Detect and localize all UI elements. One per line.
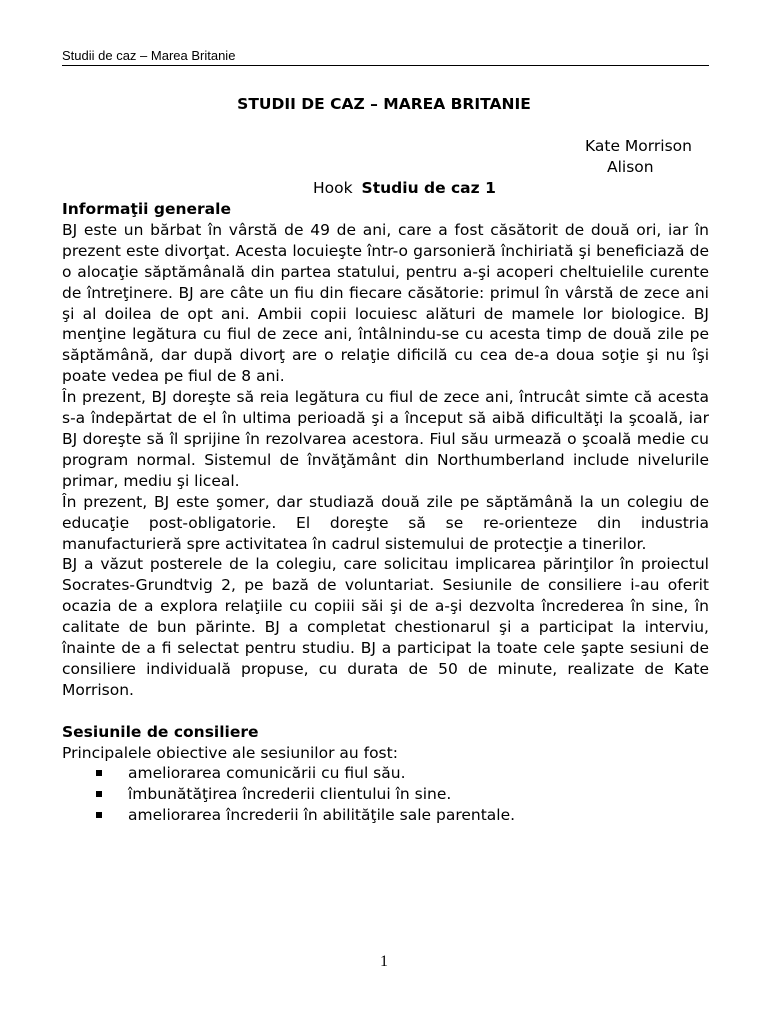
paragraph: În prezent, BJ este şomer, dar studiază două zile pe săptămână la un colegiu de educaţie post-obligatorie. El doreşte să se re-orienteze din industria manufacturieră spre activitatea în cadrul sistemului de protecţie a tinerilor. bbox=[62, 492, 709, 553]
section-heading: Sesiunile de consiliere bbox=[62, 722, 259, 741]
paragraph: BJ a văzut posterele de la colegiu, care solicitau implicarea părinţilor în proiectul Socrates-Grundtvig 2, pe bază de voluntariat. Sesiunile de consiliere i-au oferit ocazia de a explora relaţiile cu copiii săi şi de a-şi dezvolta încrederea în sine, în calitate de bun părinte. BJ a completat chestionarul şi a participat la interviu, înainte de a fi selectat pentru studiu. BJ a participat la toate cele şapte sesiuni de consiliere individuală propuse, cu durata de 50 de minute, realizate de Kate Morrison. bbox=[62, 555, 709, 699]
list-item bbox=[62, 763, 709, 784]
document-body bbox=[62, 199, 709, 826]
paragraph: În prezent, BJ doreşte să reia legătura cu fiul de zece ani, întrucât simte că acesta s-a îndepărtat de el în ultima perioadă şi a început să aibă dificultăţi la şcoală, iar BJ doreşte să îl sprijine în rezolvarea acestora. Fiul său urmează o şcoală medie cu program normal. Sistemul de învăţământ din Northumberland include nivelurile primar, mediu şi liceal. bbox=[62, 388, 709, 490]
document-title: STUDII DE CAZ – MAREA BRITANIE bbox=[237, 95, 531, 113]
author-name: Alison bbox=[607, 158, 654, 176]
paragraph: BJ este un bărbat în vârstă de 49 de ani, care a fost căsătorit de două ori, iar în prezent este divorţat. Acesta locuieşte într-o garsonieră închiriată şi beneficiază de o alocaţie săptămânală din partea statului, pentru a-şi acoperi cheltuielile curente de întreţinere. BJ are câte un fiu din fiecare căsătorie: primul în vârstă de zece ani şi al doilea de opt ani. Ambii copii locuiesc alături de mamele lor biologice. BJ menţine legătura cu fiul de zece ani, întâlnindu-se cu acesta timp de două zile pe săptămână, dar după divorţ are o relaţie dificilă cu cea de-a doua soţie şi nu îşi poate vedea pe fiul de 8 ani. bbox=[62, 220, 709, 386]
square-bullet-icon bbox=[96, 791, 102, 797]
square-bullet-icon bbox=[96, 770, 102, 776]
running-header: Studii de caz – Marea Britanie bbox=[62, 48, 709, 66]
list-item-text: îmbunătăţirea încrederii clientului în sine. bbox=[128, 785, 452, 804]
spacer bbox=[62, 701, 709, 722]
list-item-text: ameliorarea comunicării cu fiul său. bbox=[128, 764, 406, 783]
section-heading: Informaţii generale bbox=[62, 200, 231, 218]
objectives-list bbox=[62, 763, 709, 826]
square-bullet-icon bbox=[96, 812, 102, 818]
author-name: Kate Morrison bbox=[585, 137, 692, 155]
case-study-line bbox=[313, 178, 496, 198]
list-item bbox=[62, 784, 709, 805]
paragraph: Principalele obiective ale sesiunilor au fost: bbox=[62, 743, 398, 762]
page-number: 1 bbox=[380, 953, 388, 970]
case-study-title: Studiu de caz 1 bbox=[361, 179, 496, 197]
list-item bbox=[62, 805, 709, 826]
case-prefix: Hook bbox=[313, 179, 353, 197]
list-item-text: ameliorarea încrederii în abilităţile sale parentale. bbox=[128, 806, 516, 825]
